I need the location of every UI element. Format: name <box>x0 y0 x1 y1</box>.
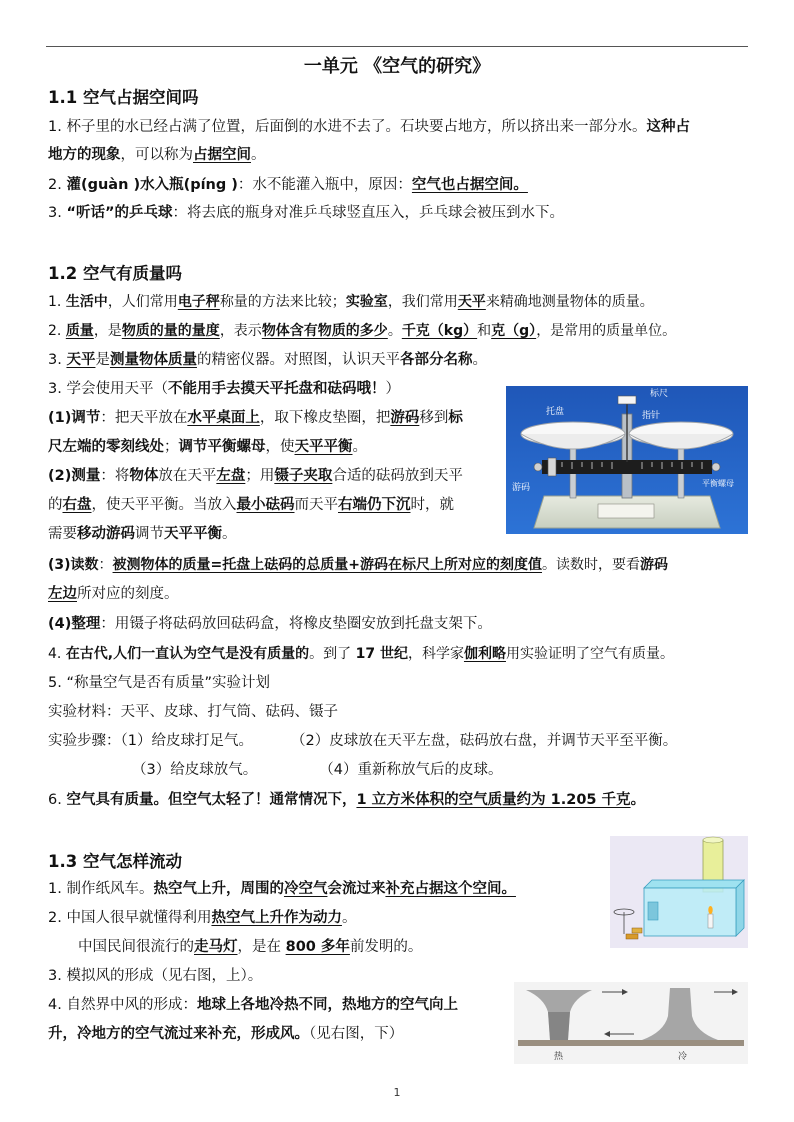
s1-line-3: 2. 灌(guàn )水入瓶(píng )：水不能灌入瓶中，原因：空气也占据空间。 <box>48 177 528 193</box>
label-hot: 热 <box>554 1052 564 1062</box>
s2-line-15: 实验材料：天平、皮球、打气筒、砝码、镊子 <box>48 704 338 720</box>
s2-line-17: （3）给皮球放气。 （4）重新称放气后的皮球。 <box>132 762 503 778</box>
s2-line-2: 2. 质量，是物质的量的量度，表示物体含有物质的多少。千克（kg）和克（g），是常用的质量单位。 <box>48 323 677 339</box>
label-pinghengluomu: 平衡螺母 <box>702 479 734 488</box>
s3-line-5: 4. 自然界中风的形成：地球上各地冷热不同，热地方的空气向上 <box>48 997 458 1013</box>
s1-line-1: 1. 杯子里的水已经占满了位置，后面倒的水进不去了。石块要占地方，所以挤出来一部分水。这种占 <box>48 119 690 135</box>
s2-line-5: (1)调节：把天平放在水平桌面上，取下橡皮垫圈，把游码移到标 <box>48 410 463 426</box>
heading-1-3: 1.3 空气怎样流动 <box>48 852 182 871</box>
wind-formation-figure <box>514 982 748 1064</box>
label-biaochi: 标尺 <box>650 389 669 399</box>
heading-1-1: 1.1 空气占据空间吗 <box>48 88 199 107</box>
page-title: 一单元 《空气的研究》 <box>303 56 491 77</box>
airflow-box-figure <box>610 836 748 948</box>
s2-line-1: 1. 生活中，人们常用电子秤称量的方法来比较；实验室，我们常用天平来精确地测量物体的质量。 <box>48 294 654 310</box>
s1-line-4: 3. “听话”的乒乓球：将去底的瓶身对准乒乓球竖直压入，乒乓球会被压到水下。 <box>48 205 565 221</box>
s3-line-6: 升，冷地方的空气流过来补充，形成风。（见右图，下） <box>48 1026 404 1042</box>
s3-line-4: 3. 模拟风的形成（见右图，上）。 <box>48 968 263 984</box>
s2-line-4: 3. 学会使用天平（不能用手去摸天平托盘和砝码哦！） <box>48 381 400 397</box>
label-youma: 游码 <box>512 483 531 493</box>
s2-line-16: 实验步骤：（1）给皮球打足气。 （2）皮球放在天平左盘，砝码放右盘，并调节天平至平衡。 <box>48 733 678 749</box>
label-tuopan: 托盘 <box>546 407 565 417</box>
balance-figure <box>506 386 748 534</box>
label-zhizhen: 指针 <box>642 411 661 421</box>
page-number: 1 <box>393 1086 401 1099</box>
s3-line-2: 2. 中国人很早就懂得利用热空气上升作为动力。 <box>48 910 357 926</box>
s2-line-12: (4)整理：用镊子将砝码放回砝码盒，将橡皮垫圈安放到托盘支架下。 <box>48 616 492 632</box>
s2-line-18: 6. 空气具有质量。但空气太轻了！通常情况下，1 立方米体积的空气质量约为 1.205 千克。 <box>48 792 646 808</box>
s2-line-8: 的右盘，使天平平衡。当放入最小砝码而天平右端仍下沉时，就 <box>48 497 454 513</box>
s3-line-1: 1. 制作纸风车。热空气上升，周围的冷空气会流过来补充占据这个空间。 <box>48 881 516 897</box>
s2-line-9: 需要移动游码调节天平平衡。 <box>48 526 237 542</box>
s2-line-3: 3. 天平是测量物体质量的精密仪器。对照图，认识天平各部分名称。 <box>48 352 487 368</box>
s3-line-3: 中国民间很流行的走马灯，是在 800 多年前发明的。 <box>78 939 423 955</box>
s2-line-10: (3)读数：被测物体的质量=托盘上砝码的总质量+游码在标尺上所对应的刻度值。读数时，要看游码 <box>48 557 669 573</box>
label-cold: 冷 <box>678 1052 688 1062</box>
s2-line-13: 4. 在古代,人们一直认为空气是没有质量的。到了 17 世纪，科学家伽利略用实验证明了空气有质量。 <box>48 646 674 662</box>
s2-line-11: 左边所对应的刻度。 <box>48 586 179 602</box>
top-rule <box>46 46 748 47</box>
s2-line-6: 尺左端的零刻线处；调节平衡螺母，使天平平衡。 <box>48 439 367 455</box>
s1-line-2: 地方的现象，可以称为占据空间。 <box>48 147 266 163</box>
s2-line-14: 5. “称量空气是否有质量”实验计划 <box>48 675 270 691</box>
heading-1-2: 1.2 空气有质量吗 <box>48 264 182 283</box>
s2-line-7: (2)测量：将物体放在天平左盘；用镊子夹取合适的砝码放到天平 <box>48 468 463 484</box>
